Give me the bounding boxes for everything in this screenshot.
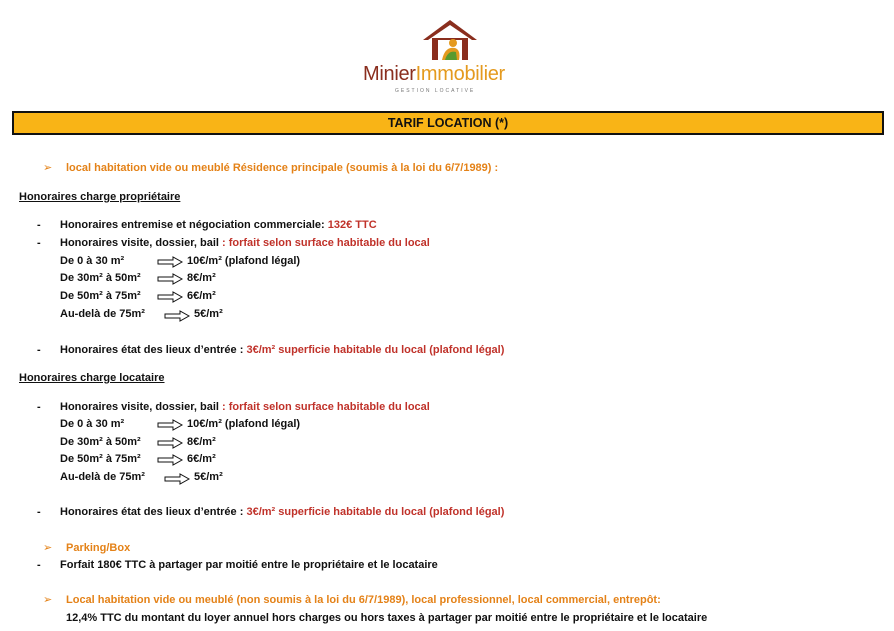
tenant-tier-range: Au-delà de 75m² [60, 471, 145, 483]
section1-title: local habitation vide ou meublé Résidence principale (soumis à la loi du 6/7/1989) : [66, 162, 499, 174]
arrow-right-icon [157, 454, 183, 466]
logo-part2: Immobilier [415, 63, 505, 85]
arrow-right-icon [157, 273, 183, 285]
section1-bullet: ➢ [43, 162, 53, 174]
owner-tier-range: De 0 à 30 m² [60, 255, 125, 267]
owner-tier-range: De 50m² à 75m² [60, 290, 141, 302]
arrow-right-icon [157, 256, 183, 268]
tenant-tier-range: De 50m² à 75m² [60, 453, 141, 465]
section3-bullet: ➢ [43, 594, 53, 606]
owner-tier-price: 6€/m² [187, 290, 216, 302]
dash: - [37, 506, 41, 518]
owner-visite [60, 236, 430, 250]
dash: - [37, 219, 41, 231]
tenant-etat-label: Honoraires état des lieux d’entrée : [60, 506, 247, 518]
tenant-tier-price: 5€/m² [194, 471, 223, 483]
tenant-etat-value: 3€/m² superficie habitable du local (plafond légal) [246, 506, 505, 518]
dash: - [37, 401, 41, 413]
parking-text: Forfait 180€ TTC à partager par moitié entre le propriétaire et le locataire [60, 559, 438, 571]
tenant-heading: Honoraires charge locataire [19, 372, 165, 384]
arrow-right-icon [157, 291, 183, 303]
tenant-tier-range: De 30m² à 50m² [60, 436, 141, 448]
arrow-right-icon [157, 419, 183, 431]
owner-tier-range: Au-delà de 75m² [60, 308, 145, 320]
logo-subtitle: GESTION LOCATIVE [395, 88, 476, 94]
owner-etat-value: 3€/m² superficie habitable du local (plafond légal) [246, 344, 505, 356]
house-logo-icon [415, 18, 485, 62]
arrow-right-icon [164, 310, 190, 322]
tenant-tier-range: De 0 à 30 m² [60, 418, 125, 430]
owner-entremise [60, 218, 377, 232]
tenant-visite-label: Honoraires visite, dossier, bail [60, 401, 223, 413]
owner-tier-range: De 30m² à 50m² [60, 272, 141, 284]
title-banner: TARIF LOCATION (*) [12, 111, 884, 135]
parking-title: Parking/Box [66, 542, 131, 554]
section3-title: Local habitation vide ou meublé (non soumis à la loi du 6/7/1989), local professionnel, local commercial, entrepôt: [66, 594, 661, 606]
owner-visite-label: Honoraires visite, dossier, bail [60, 237, 223, 249]
parking-bullet: ➢ [43, 542, 53, 554]
owner-tier-price: 8€/m² [187, 272, 216, 284]
owner-visite-value: : forfait selon surface habitable du local [222, 237, 430, 249]
owner-entremise-label: Honoraires entremise et négociation commerciale: [60, 219, 328, 231]
owner-entremise-value: 132€ TTC [327, 219, 377, 231]
dash: - [37, 559, 41, 571]
dash: - [37, 344, 41, 356]
tenant-tier-price: 10€/m² (plafond légal) [187, 418, 301, 430]
tenant-visite-value: : forfait selon surface habitable du local [222, 401, 430, 413]
tenant-tier-price: 6€/m² [187, 453, 216, 465]
logo-part1: Minier [363, 63, 416, 85]
owner-etat-label: Honoraires état des lieux d’entrée : [60, 344, 247, 356]
arrow-right-icon [164, 473, 190, 485]
tenant-tier-price: 8€/m² [187, 436, 216, 448]
dash: - [37, 237, 41, 249]
owner-etat [60, 343, 504, 357]
tenant-visite [60, 400, 430, 414]
company-logo [355, 18, 545, 96]
owner-tier-price: 5€/m² [194, 308, 223, 320]
arrow-right-icon [157, 437, 183, 449]
owner-heading: Honoraires charge propriétaire [19, 191, 181, 203]
section3-text: 12,4% TTC du montant du loyer annuel hors charges ou hors taxes à partager par moitié entre le propriétaire et le locataire [66, 612, 708, 624]
tenant-etat [60, 505, 504, 519]
logo-wordmark [363, 63, 505, 86]
owner-tier-price: 10€/m² (plafond légal) [187, 255, 301, 267]
